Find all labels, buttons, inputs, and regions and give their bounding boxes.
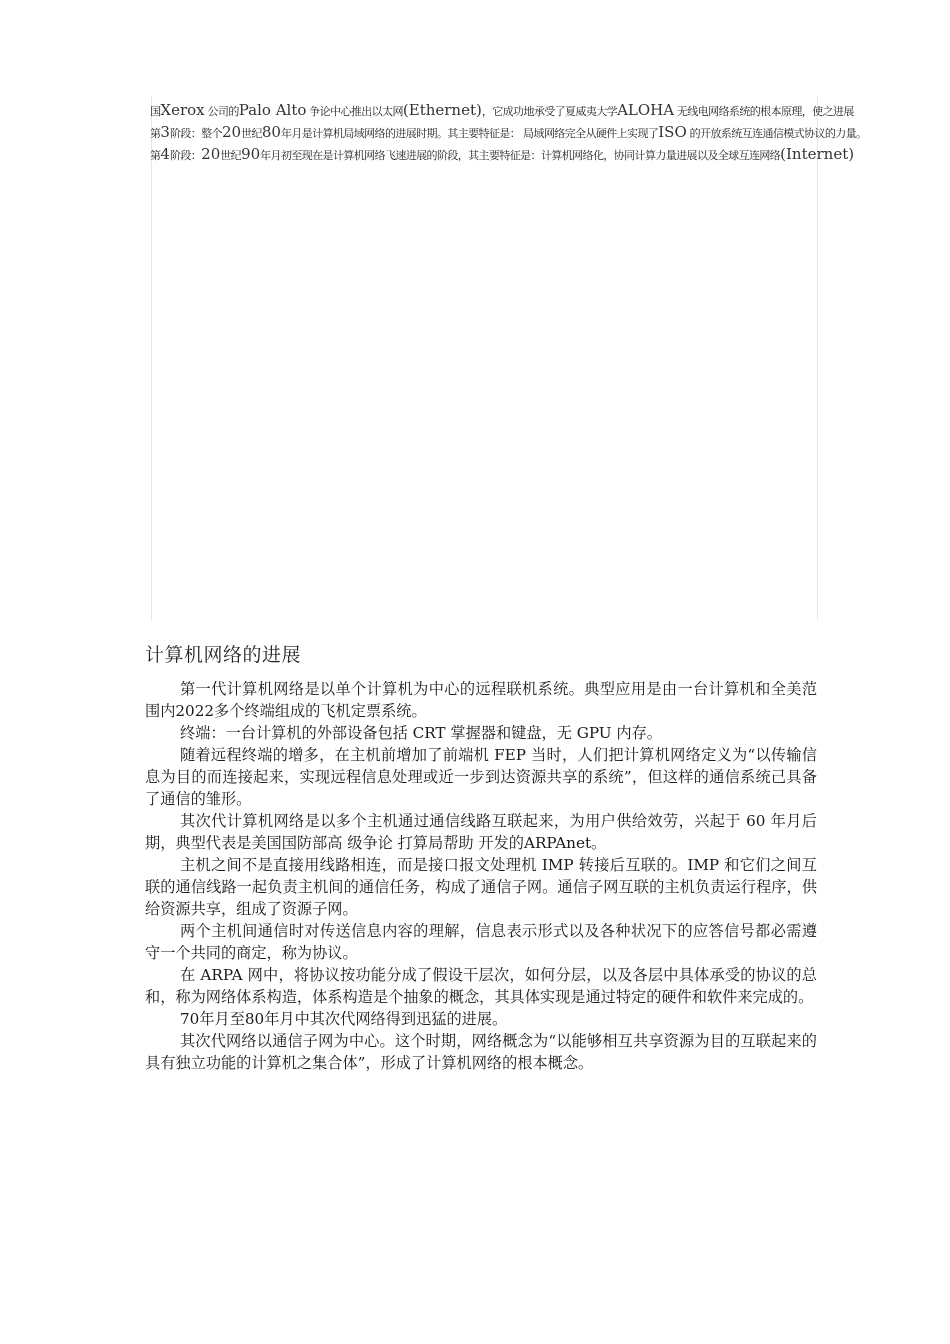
excerpt-segment: (Ethernet) — [402, 101, 482, 119]
excerpt-segment: Palo Alto — [238, 101, 307, 119]
paragraph: 在 ARPA 网中，将协议按功能分成了假设干层次，如何分层，以及各层中具体承受的协议的总和，称为网络体系构造，体系构造是个抽象的概念，其具体实现是通过特定的硬件和软件来完成的。 — [145, 966, 817, 1006]
paragraph: 其次代网络以通信子网为中心。这个时期，网络概念为“以能够相互共享资源为目的互联起来的具有独立功能的计算机之集合体”，形成了计算机网络的根本概念。 — [145, 1032, 817, 1072]
paragraph: 其次代计算机网络是以多个主机通过通信线路互联起来，为用户供给效劳，兴起于 60 年月后期，典型代表是美国国防部高 级争论 打算局帮助 开发的ARPAnet。 — [145, 812, 817, 852]
excerpt-segment: 4 — [160, 145, 170, 163]
excerpt-line-1 — [150, 100, 950, 120]
paragraph: 主机之间不是直接用线路相连，而是接口报文处理机 IMP 转接后互联的。IMP 和它们之间互联的通信线路一起负责主机间的通信任务，构成了通信子网。通信子网互联的主机负责运行程序，供给资源共享，组成了资源子网。 — [145, 856, 817, 918]
excerpt-segment: ALOHA — [617, 101, 675, 119]
excerpt-segment: 无线电网络系统的根本原理，使之进展 — [674, 105, 854, 118]
excerpt-segment: 20 — [221, 123, 242, 141]
paragraph: 70年月至80年月中其次代网络得到迅猛的进展。 — [180, 1010, 508, 1028]
excerpt-segment: 20 — [201, 145, 221, 163]
excerpt-segment: ISO — [658, 123, 687, 141]
paragraph: 随着远程终端的增多，在主机前增加了前端机 FEP 当时，人们把计算机网络定义为“以传输信息为目的而连接起来，实现远程信息处理或近一步到达资源共享的系统”，但这样的通信系统己具备了通信的雏形。 — [145, 746, 817, 808]
excerpt-line-3 — [150, 144, 950, 164]
document-body — [145, 678, 817, 1074]
excerpt-segment: 90 — [241, 145, 261, 163]
excerpt-segment: 世纪 — [241, 127, 262, 140]
embedded-page-frame — [151, 96, 818, 620]
paragraph: 两个主机间通信时对传送信息内容的理解，信息表示形式以及各种状况下的应答信号都必需遵守一个共同的商定，称为协议。 — [145, 922, 817, 962]
page-title: 计算机网络的进展 — [145, 644, 302, 666]
excerpt-segment: 年月是计算机局域网络的进展时期。其主要特征是： 局域网络完全从硬件上实现了 — [280, 127, 659, 140]
paragraph: 第一代计算机网络是以单个计算机为中心的远程联机系统。典型应用是由一台计算机和全美范围内2022多个终端组成的飞机定票系统。 — [145, 680, 817, 720]
excerpt-segment: 第 — [150, 149, 161, 162]
excerpt-segment: 公司的 — [204, 105, 239, 118]
excerpt-segment: 争论中心推出以太网 — [306, 105, 403, 118]
excerpt-segment: 年月初至现在是计算机网络飞速进展的阶段，其主要特征是：计算机网络化，协同计算力量进展以及全球互连网络 — [260, 149, 781, 162]
excerpt-segment: 阶段：整个 — [169, 127, 222, 140]
excerpt-segment: 3 — [160, 123, 170, 141]
excerpt-segment: 阶段： — [169, 149, 202, 162]
excerpt-segment: 80 — [261, 123, 281, 141]
excerpt-segment: 世纪 — [220, 149, 242, 162]
excerpt-segment: (Internet) — [780, 145, 855, 163]
excerpt-segment: ，它成功地承受了夏威夷大学 — [481, 105, 618, 118]
excerpt-segment: 国 — [150, 105, 161, 118]
excerpt-segment: 的开放系统互连通信模式协议的力量。 — [686, 127, 867, 140]
paragraph: 终端：一台计算机的外部设备包括 CRT 掌握器和键盘，无 GPU 内存。 — [180, 724, 662, 742]
excerpt-segment: Xerox — [160, 101, 205, 119]
excerpt-line-2 — [150, 122, 950, 142]
excerpt-segment: 第 — [150, 127, 161, 140]
